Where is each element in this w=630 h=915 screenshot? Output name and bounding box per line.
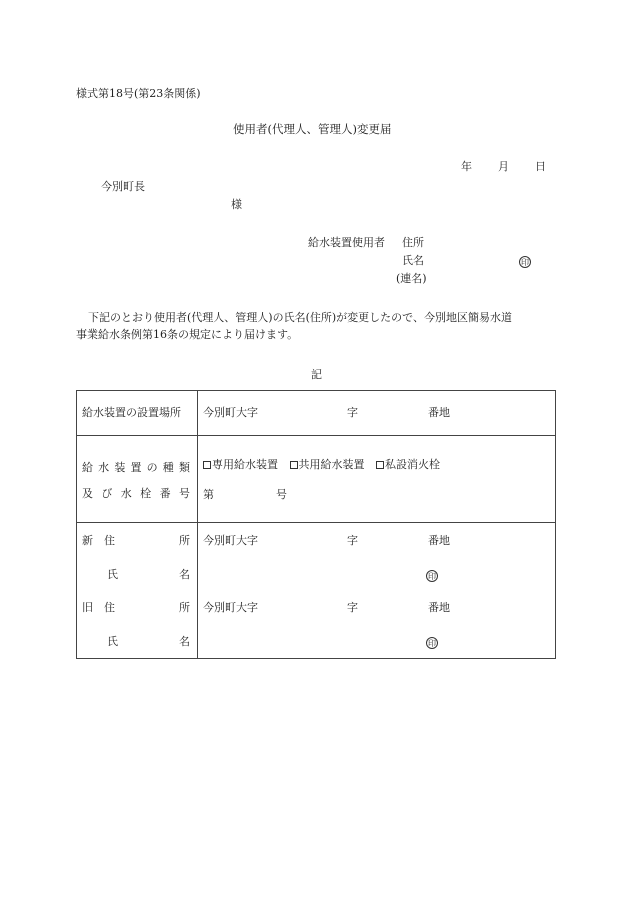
new-address-aza: 字: [347, 534, 358, 547]
body-text-line1: 下記のとおり使用者(代理人、管理人)の氏名(住所)が変更したので、今別地区簡易水道: [88, 311, 512, 324]
option-shared[interactable]: 共用給水装置: [290, 458, 365, 471]
date-day-label: 日: [535, 160, 546, 173]
seal-mark: 印: [428, 572, 436, 581]
faucet-number-go: 号: [276, 488, 287, 501]
addressee-honorific: 様: [231, 198, 242, 211]
checkbox-shared[interactable]: [290, 461, 298, 469]
new-prefix: 新: [82, 534, 93, 547]
old-address-banchi: 番地: [428, 601, 450, 614]
old-address-label: 住 所: [104, 601, 190, 614]
applicant-name-label: 氏名: [402, 254, 424, 267]
new-address-town: 今別町大字: [203, 534, 258, 547]
option-exclusive[interactable]: 専用給水装置: [203, 458, 278, 471]
table-divider-row1: [77, 435, 555, 436]
addressee-mayor: 今別町長: [101, 180, 145, 193]
old-address-town: 今別町大字: [203, 601, 258, 614]
body-text-line2: 事業給水条例第16条の規定により届けます。: [76, 328, 299, 341]
old-name-label: 氏 名: [107, 635, 190, 648]
date-year-label: 年: [461, 160, 472, 173]
setting-location-label: 給水装置の設置場所: [82, 406, 181, 419]
device-type-label-line1: 給 水 装 置 の 種 類: [82, 461, 190, 474]
new-address-banchi: 番地: [428, 534, 450, 547]
seal-mark: 印: [428, 639, 436, 648]
form-title: 使用者(代理人、管理人)変更届: [233, 122, 392, 136]
checkbox-exclusive[interactable]: [203, 461, 211, 469]
old-seal: [426, 636, 438, 650]
faucet-number-dai: 第: [203, 488, 214, 501]
applicant-address-label: 住所: [402, 236, 424, 249]
old-address-aza: 字: [347, 601, 358, 614]
option-fire-hydrant[interactable]: 私設消火栓: [376, 458, 440, 471]
applicant-role: 給水装置使用者: [308, 236, 385, 249]
old-prefix: 旧: [82, 601, 93, 614]
device-type-options: [203, 458, 440, 472]
new-name-label: 氏 名: [107, 568, 190, 581]
checkbox-fire-hydrant[interactable]: [376, 461, 384, 469]
table-divider-row2: [77, 522, 555, 523]
new-address-label: 住 所: [104, 534, 190, 547]
form-number: 様式第18号(第23条関係): [76, 87, 201, 100]
applicant-seal: [519, 255, 531, 269]
device-type-label-line2: 及 び 水 栓 番 号: [82, 487, 190, 500]
setting-location-banchi: 番地: [428, 406, 450, 419]
setting-location-town: 今別町大字: [203, 406, 258, 419]
setting-location-aza: 字: [347, 406, 358, 419]
table-divider-vertical: [197, 391, 198, 658]
applicant-joint: (連名): [396, 272, 427, 285]
date-month-label: 月: [498, 160, 509, 173]
seal-mark: 印: [521, 258, 529, 267]
detail-table: [76, 390, 556, 659]
new-seal: [426, 569, 438, 583]
ki-heading: 記: [311, 368, 322, 381]
